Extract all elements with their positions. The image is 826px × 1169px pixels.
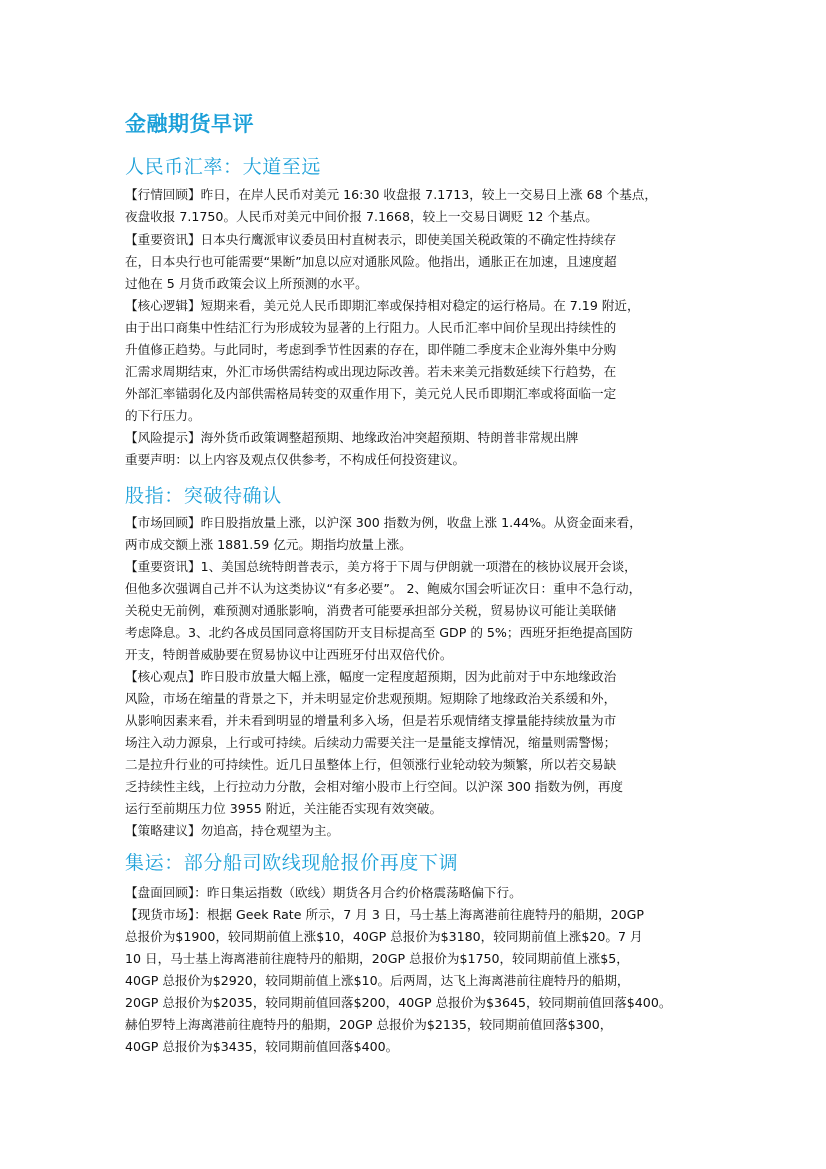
paragraph-line: 过他在 5 月货币政策会议上所预测的水平。 [125, 276, 368, 291]
section-heading-stock-index: 股指：突破待确认 [125, 485, 282, 507]
paragraph-line: 在，日本央行也可能需要“果断”加息以应对通胀风险。他指出，通胀正在加速，且速度超 [125, 254, 617, 269]
document-title: 金融期货早评 [125, 112, 254, 136]
paragraph-line: 二是拉升行业的可持续性。近几日虽整体上行，但领涨行业轮动较为频繁，所以若交易缺 [125, 757, 617, 772]
paragraph-line: 【盘面回顾】：昨日集运指数（欧线）期货各月合约价格震荡略偏下行。 [125, 885, 522, 900]
disclaimer-line: 重要声明：以上内容及观点仅供参考，不构成任何投资建议。 [125, 452, 466, 467]
paragraph-line: 由于出口商集中性结汇行为形成较为显著的上行阻力。人民币汇率中间价呈现出持续性的 [125, 320, 617, 335]
paragraph-line: 40GP 总报价为$2920，较同期前值上涨$10。后两周，达飞上海离港前往鹿特丹的船期， [125, 973, 630, 988]
paragraph-line: 升值修正趋势。与此同时，考虑到季节性因素的存在，即伴随二季度末企业海外集中分购 [125, 342, 617, 357]
paragraph-line: 10 日，马士基上海离港前往鹿特丹的船期，20GP 总报价为$1750，较同期前值上涨$5， [125, 951, 629, 966]
section-heading-rmb: 人民币汇率：大道至远 [125, 156, 322, 178]
paragraph-line: 考虑降息。3、北约各成员国同意将国防开支目标提高至 GDP 的 5%；西班牙拒绝提高国防 [125, 625, 633, 640]
paragraph-line: 赫伯罗特上海离港前往鹿特丹的船期，20GP 总报价为$2135，较同期前值回落$300， [125, 1017, 613, 1032]
paragraph-line: 【策略建议】勿追高，持仓观望为主。 [125, 823, 340, 838]
paragraph-line: 【风险提示】海外货币政策调整超预期、地缘政治冲突超预期、特朗普非常规出牌 [125, 430, 579, 445]
paragraph-line: 运行至前期压力位 3955 附近，关注能否实现有效突破。 [125, 801, 443, 816]
paragraph-line: 关税史无前例，难预测对通胀影响，消费者可能要承担部分关税，贸易协议可能让美联储 [125, 603, 617, 618]
paragraph-line: 【核心逻辑】短期来看，美元兑人民币即期汇率或保持相对稳定的运行格局。在 7.19 附近， [125, 298, 640, 313]
paragraph-line: 外部汇率锚弱化及内部供需格局转变的双重作用下，美元兑人民币即期汇率或将面临一定 [125, 386, 617, 401]
paragraph-line: 风险，市场在缩量的背景之下，并未明显定价悲观预期。短期除了地缘政治关系缓和外， [125, 691, 617, 706]
paragraph-line: 从影响因素来看，并未看到明显的增量利多入场，但是若乐观情绪支撑量能持续放量为市 [125, 713, 617, 728]
paragraph-line: 40GP 总报价为$3435，较同期前值回落$400。 [125, 1039, 399, 1054]
paragraph-line: 【重要资讯】日本央行鹰派审议委员田村直树表示，即使美国关税政策的不确定性持续存 [125, 232, 617, 247]
paragraph-line: 场注入动力源泉，上行或可持续。后续动力需要关注一是量能支撑情况，缩量则需警惕； [125, 735, 617, 750]
paragraph-line: 【现货市场】：根据 Geek Rate 所示，7 月 3 日，马士基上海离港前往鹿特丹的船期，20GP [125, 907, 644, 922]
paragraph-line: 夜盘收报 7.1750。人民币对美元中间价报 7.1668，较上一交易日调贬 12 个基点。 [125, 209, 598, 224]
paragraph-line: 【核心观点】昨日股市放量大幅上涨，幅度一定程度超预期，因为此前对于中东地缘政治 [125, 669, 617, 684]
section-heading-container-shipping: 集运：部分船司欧线现舱报价再度下调 [125, 852, 459, 874]
paragraph-line: 汇需求周期结束，外汇市场供需结构或出现边际改善。若未来美元指数延续下行趋势，在 [125, 364, 617, 379]
paragraph-line: 【行情回顾】昨日，在岸人民币对美元 16:30 收盘报 7.1713，较上一交易日上涨 68 个基点， [125, 187, 657, 202]
paragraph-line: 的下行压力。 [125, 408, 201, 423]
paragraph-line: 总报价为$1900，较同期前值上涨$10，40GP 总报价为$3180，较同期前值上涨$20。7 月 [125, 929, 643, 944]
paragraph-line: 两市成交额上涨 1881.59 亿元。期指均放量上涨。 [125, 537, 412, 552]
paragraph-line: 20GP 总报价为$2035，较同期前值回落$200，40GP 总报价为$3645，较同期前值回落$400。 [125, 995, 672, 1010]
paragraph-line: 【重要资讯】1、美国总统特朗普表示，美方将于下周与伊朗就一项潜在的核协议展开会谈， [125, 559, 637, 574]
paragraph-line: 但他多次强调自己并不认为这类协议“有多必要”。 2、鲍威尔国会听证次日：重申不急行动， [125, 581, 642, 596]
paragraph-line: 乏持续性主线，上行拉动力分散，会相对缩小股市上行空间。以沪深 300 指数为例，再度 [125, 779, 624, 794]
paragraph-line: 开支，特朗普威胁要在贸易协议中让西班牙付出双倍代价。 [125, 647, 453, 662]
paragraph-line: 【市场回顾】昨日股指放量上涨，以沪深 300 指数为例，收盘上涨 1.44%。从资金面来看， [125, 515, 642, 530]
